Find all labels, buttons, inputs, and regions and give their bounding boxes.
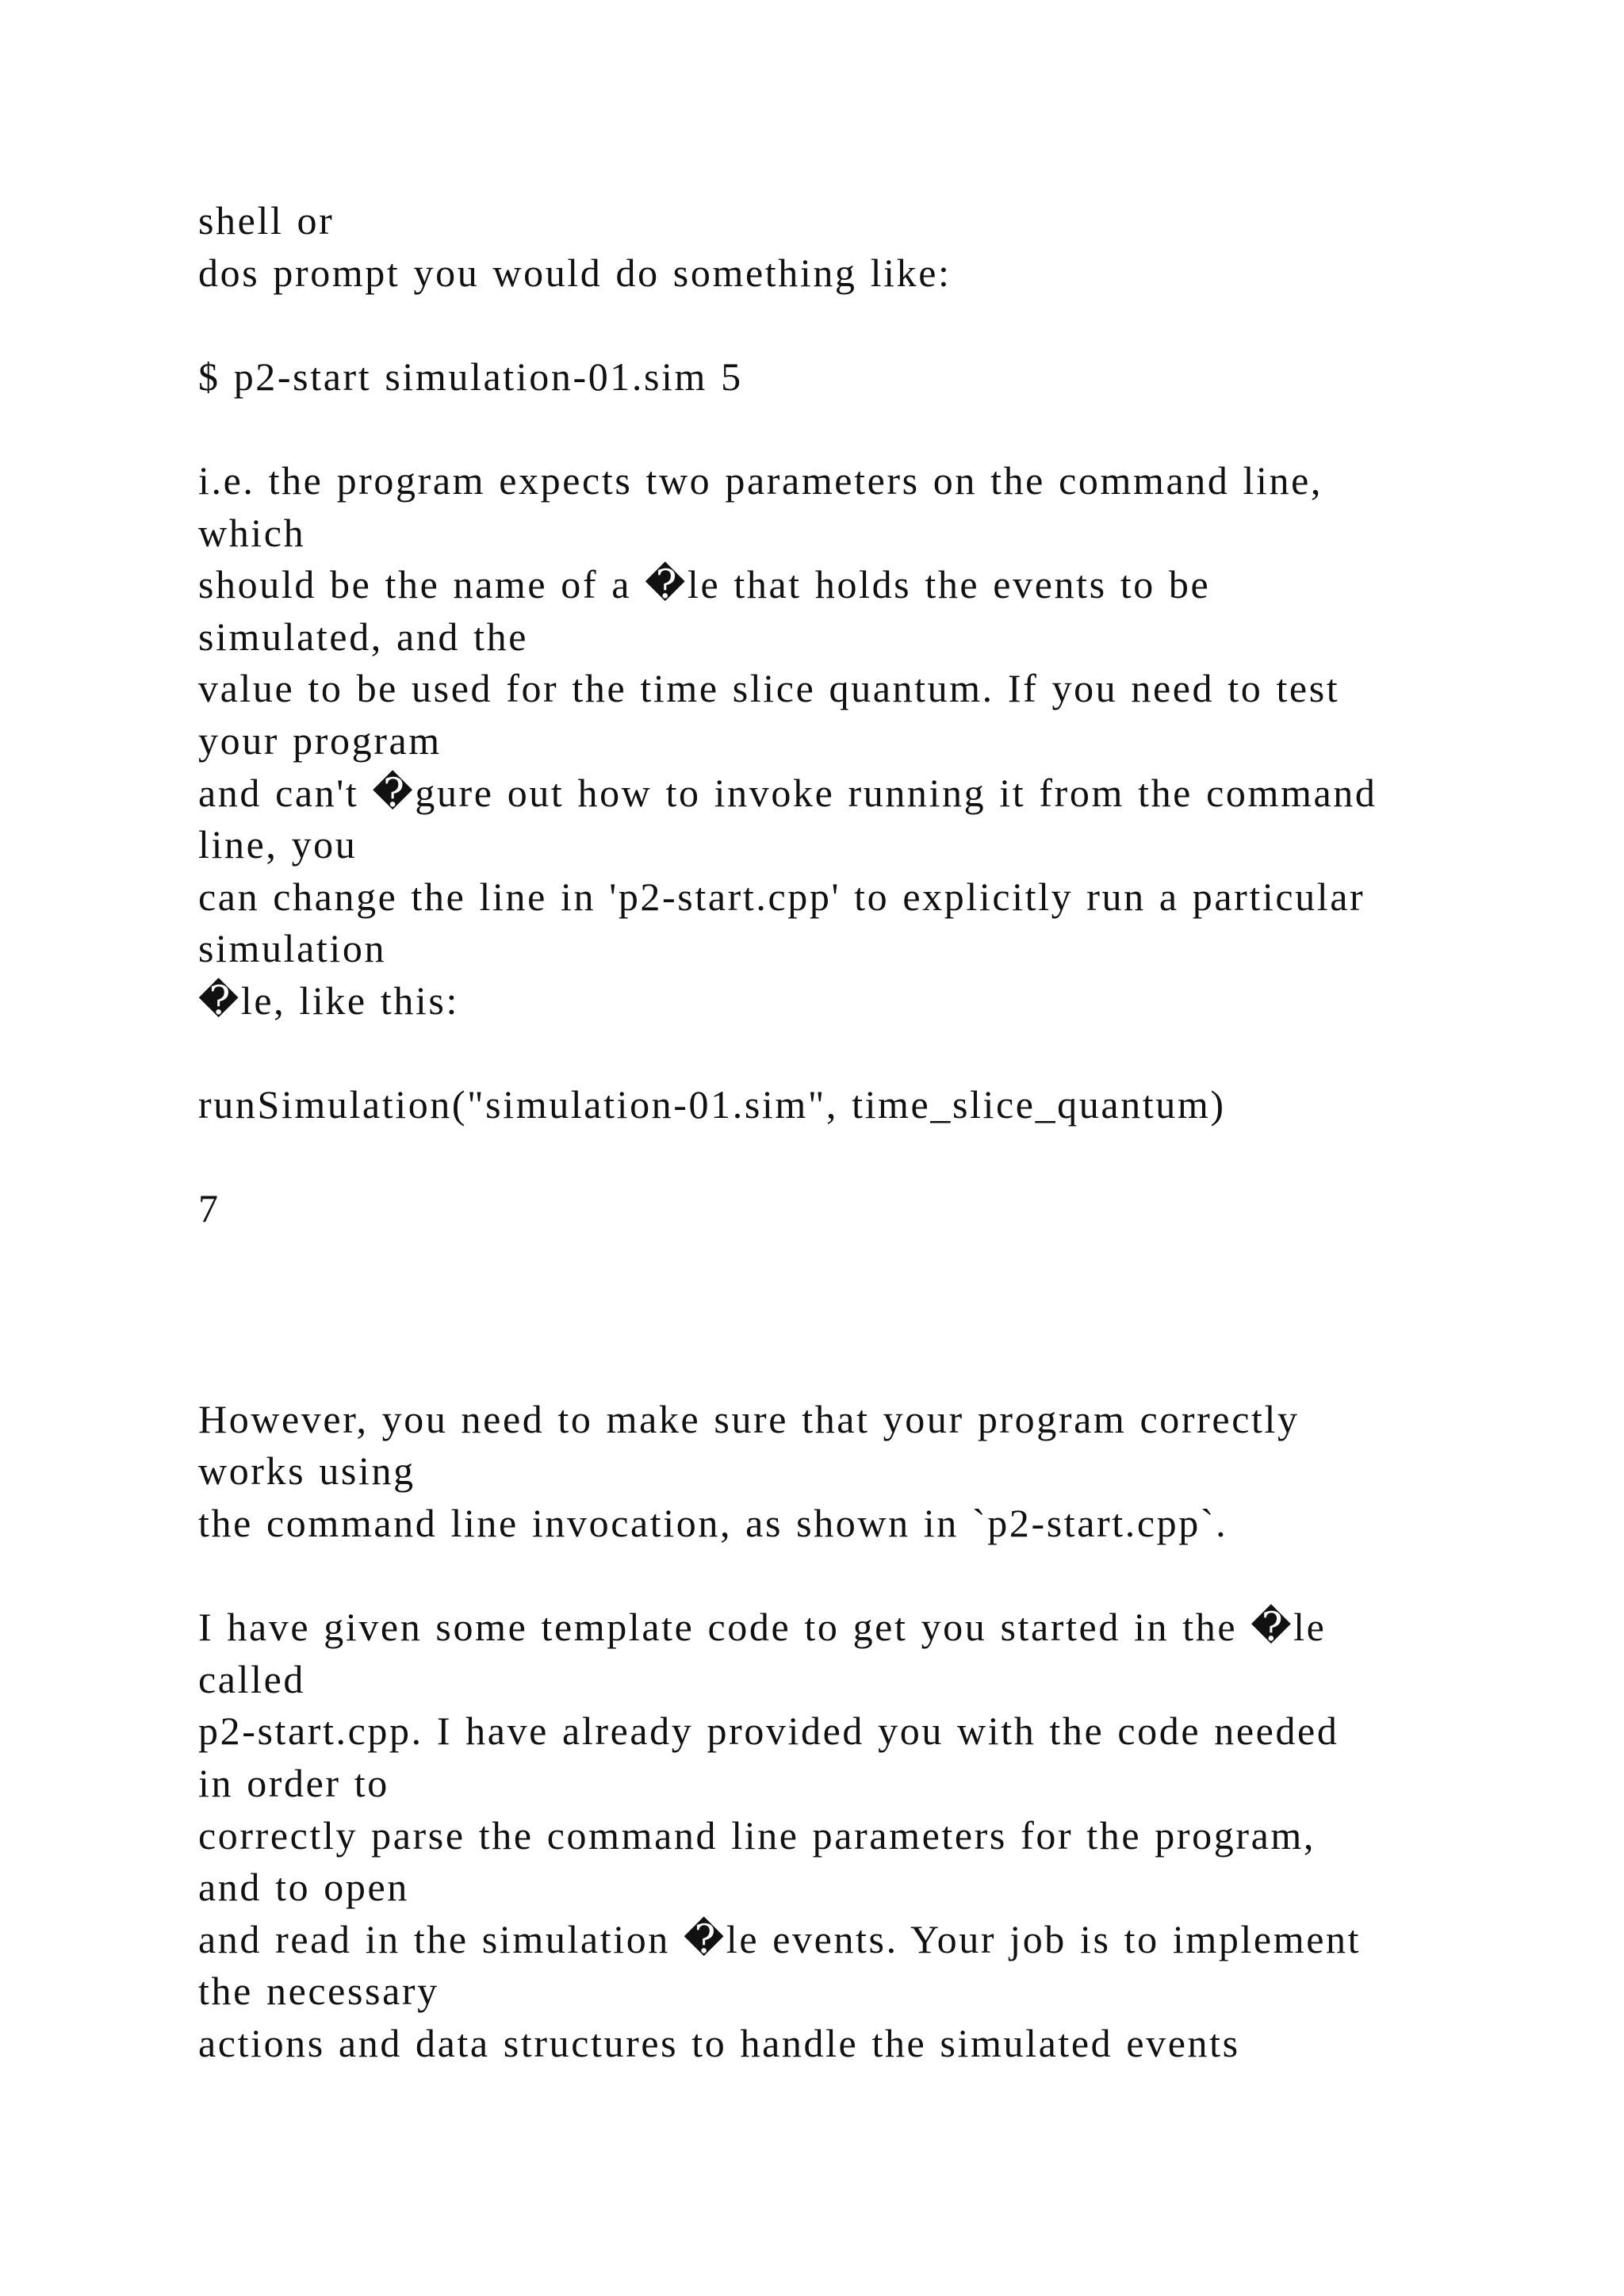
blank-line (198, 403, 1546, 455)
text-line: and can't �gure out how to invoke running it from the command (198, 770, 1377, 815)
text-line: However, you need to make sure that your program correctly (198, 1396, 1300, 1441)
blank-line (198, 1550, 1546, 1602)
text-line: line, you (198, 822, 358, 867)
text-line: simulated, and the (198, 614, 528, 659)
text-line: your program (198, 718, 442, 763)
text-line: simulation (198, 926, 387, 971)
text-line: called (198, 1656, 305, 1701)
text-line: the necessary (198, 1969, 439, 2014)
code-example: runSimulation("simulation-01.sim", time_slice_quantum) (198, 1082, 1226, 1127)
text-line: p2-start.cpp. I have already provided you with the code needed (198, 1709, 1339, 1754)
blank-line (198, 1027, 1546, 1080)
blank-line (198, 299, 1546, 351)
text-line: and read in the simulation �le events. Your job is to implement (198, 1916, 1362, 1961)
text-line: correctly parse the command line parameters for the program, (198, 1812, 1316, 1858)
text-line: the command line invocation, as shown in `p2-start.cpp`. (198, 1501, 1228, 1546)
text-line: can change the line in 'p2-start.cpp' to explicitly run a particular (198, 874, 1365, 919)
blank-line (198, 1131, 1546, 1184)
command-example: $ p2-start simulation-01.sim 5 (198, 354, 743, 399)
text-line: should be the name of a �le that holds the events to be (198, 562, 1211, 607)
text-line: i.e. the program expects two parameters on the command line, (198, 457, 1323, 503)
text-line: in order to (198, 1761, 389, 1806)
text-line: and to open (198, 1865, 409, 1910)
page-break-gap (198, 1235, 1546, 1394)
page-number: 7 (198, 1186, 220, 1231)
text-line: works using (198, 1448, 416, 1494)
text-line: I have given some template code to get you started in the �le (198, 1605, 1327, 1650)
text-line: which (198, 510, 306, 555)
text-line: value to be used for the time slice quantum. If you need to test (198, 666, 1340, 711)
text-line: shell or (198, 198, 335, 243)
text-line: dos prompt you would do something like: (198, 250, 952, 295)
text-line: actions and data structures to handle the simulated events (198, 2021, 1240, 2065)
text-line: �le, like this: (198, 978, 459, 1023)
document-body (198, 195, 1546, 2070)
